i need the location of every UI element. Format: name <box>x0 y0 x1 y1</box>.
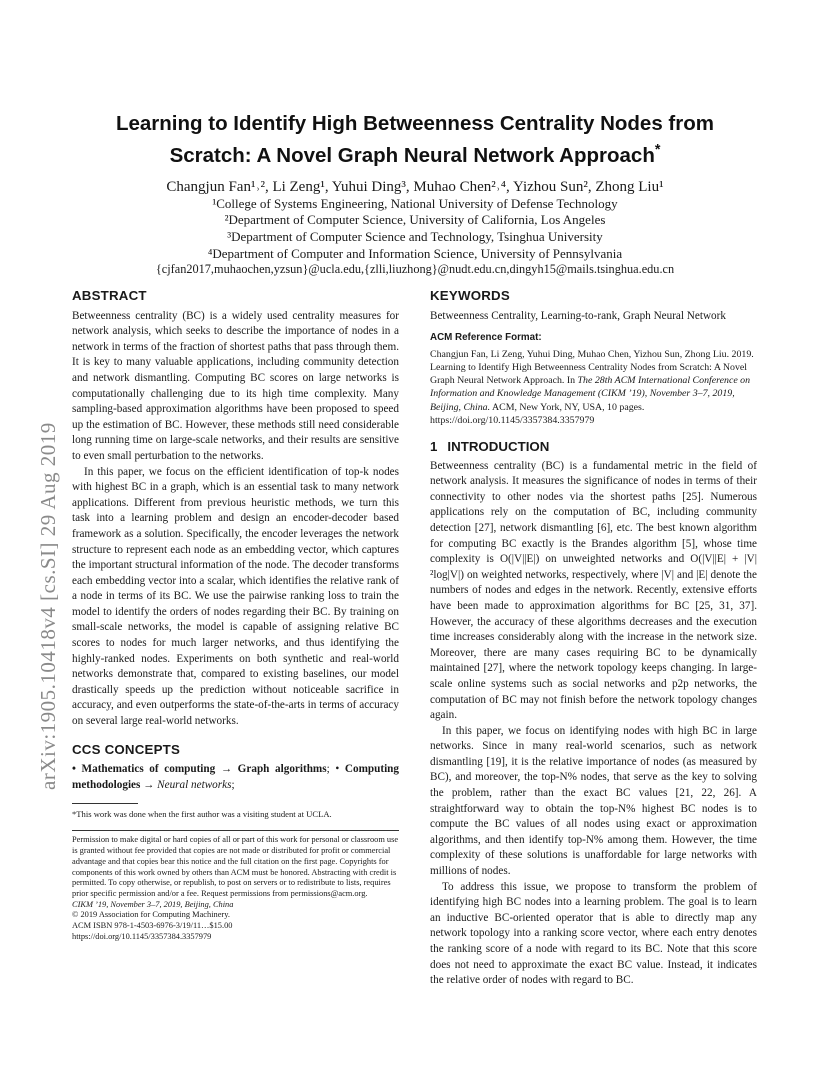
arxiv-identifier: arXiv:1905.10418v4 [cs.SI] 29 Aug 2019 <box>36 422 60 790</box>
title-line-2: Scratch: A Novel Graph Neural Network Approach <box>169 143 655 167</box>
title-line-1: Learning to Identify High Betweenness Centrality Nodes from <box>115 112 714 135</box>
ccs-end: ; <box>231 778 235 791</box>
reference-format-heading: ACM Reference Format: <box>430 332 542 344</box>
right-column <box>430 288 757 989</box>
keywords-heading: KEYWORDS <box>430 288 510 303</box>
author-emails: {cjfan2017,muhaochen,yzsun}@ucla.edu,{zlli,liuzhong}@nudt.edu.cn,dingyh15@mails.tsinghua.edu.cn <box>155 262 675 276</box>
isbn-line: ACM ISBN 978-1-4503-6976-3/19/11…$15.00 <box>72 921 233 931</box>
permission-notice: Permission to make digital or hard copies of all or part of this work for personal or classroom use is granted without fee provided that copies are not made or distributed for profit or commercial advantage and that copies bear this notice and the full citation on the first page. Copyrights for components of this work owned by others than ACM must be honored. Abstracting with credit is permitted. To copy otherwise, or republish, to post on servers or to redistribute to lists, requires prior specific permission and/or a fee. Request permissions from permissions@acm.org. <box>72 835 399 898</box>
affiliation-1: ¹College of Systems Engineering, National University of Defense Technology <box>212 196 618 211</box>
ccs-separator: ; • <box>326 763 345 776</box>
left-column <box>72 288 399 942</box>
affiliation-3: ³Department of Computer Science and Technology, Tsinghua University <box>227 229 603 244</box>
paper-title <box>70 110 760 169</box>
ccs-item-1: • Mathematics of computing → Graph algorithms <box>72 763 327 776</box>
conference-line: CIKM ’19, November 3–7, 2019, Beijing, China <box>72 899 234 909</box>
reference-format-pre: Changjun Fan, Li Zeng, Yuhui Ding, Muhao Chen, Yizhou Sun, Zhong Liu. 2019. Learning to Identify High Betweenness Centrality Nodes from Scratch: A Novel Graph Neural Network Approach. In <box>430 348 754 387</box>
reference-format-text <box>430 348 757 427</box>
affiliation-2: ²Department of Computer Science, University of California, Los Angeles <box>224 212 606 227</box>
reference-format-post: ACM, New York, NY, USA, 10 pages. https://doi.org/10.1145/3357384.3357979 <box>430 401 645 426</box>
abstract-paragraph-2: In this paper, we focus on the efficient identification of top-k nodes with highest BC in a graph, which is an essential task to many network applications. Different from previous heuristic methods, we turn this task into a learning problem and design an encoder-decoder based framework as a solution. Specifically, the encoder leverages the network structure to represent each node as an embedding vector, which captures the important structural information of the node. The decoder transforms each embedding vector into a scalar, which identifies the relative rank of a node in terms of its BC. We use the pairwise ranking loss to train the model to identify the orders of nodes regarding their BC. By training on small-scale networks, the model is capable of assigning relative BC scores to nodes for much larger networks, and thus identifying the highly-ranked nodes. Experiments on both synthetic and real-world networks demonstrate that, compared to existing baselines, our model drastically speeds up the prediction without noticeable sacrifice in accuracy, and even outperforms the state-of-the-arts in terms of accuracy on several large real-world networks. <box>72 465 399 728</box>
footnote: *This work was done when the first author was a visiting student at UCLA. <box>72 809 332 820</box>
keywords-text: Betweenness Centrality, Learning-to-rank, Graph Neural Network <box>430 309 726 322</box>
permission-rule <box>72 830 399 831</box>
intro-paragraph-1: Betweenness centrality (BC) is a fundamental metric in the field of network analysis. It measures the significance of nodes in terms of their connectivity to other nodes via the shortest paths [25]. Numerous applications rely on the computation of BC, including community detection [27], network dismantling [6], etc. The best known algorithm for computing BC exactly is the Brandes algorithm [5], whose time complexity is O(|V||E|) on unweighted networks and O(|V||E| + |V|²log|V|) on weighted networks, respectively, where |V| and |E| denote the numbers of nodes and edges in the network. Recently, extensive efforts have been made to approximation algorithms for BC [25, 31, 37]. However, the accuracy of these algorithms decreases and the execution time increases considerably along with the increase in the network size. Moreover, there are many cases requiring BC to be dynamically maintained [27], where the network topology keeps changing. In large-scale online systems such as social networks and p2p networks, the computation of BC may not finish before the network topology changes again. <box>430 459 757 722</box>
section-title: INTRODUCTION <box>447 439 550 454</box>
affiliation-4: ⁴Department of Computer and Information Science, University of Pennsylvania <box>207 246 623 261</box>
title-footnote-mark: * <box>654 142 661 158</box>
ccs-heading: CCS CONCEPTS <box>72 741 181 757</box>
abstract-heading: ABSTRACT <box>72 288 147 303</box>
section-number: 1 <box>430 439 438 454</box>
abstract-paragraph-1: Betweenness centrality (BC) is a widely used centrality measures for network analysis, which seeks to describe the importance of nodes in a network in terms of the fraction of shortest paths that pass through them. It is key to many valuable applications, including community detection and network dismantling. Computing BC scores on large networks is computationally challenging due to its high time complexity. Many sampling-based approximation algorithms have been proposed to speed up the estimation of BC. However, these methods still need considerable long running time on large-scale networks, and their results are sensitive to even small perturbation to the networks. <box>72 309 399 462</box>
ccs-item-2: Computing methodologies <box>72 763 399 791</box>
introduction-heading <box>430 439 757 455</box>
ccs-concepts <box>72 762 399 793</box>
ccs-item-2-sub: Neural networks <box>157 778 232 791</box>
reference-format-venue: The 28th ACM International Conference on Information and Knowledge Management (CIKM ’19), November 3–7, 2019, Beijing, China. <box>430 375 751 413</box>
intro-paragraph-3: To address this issue, we propose to transform the problem of identifying high BC nodes into a learning problem. The goal is to learn an inductive BC-oriented operator that is able to directly map any network topology into a ranking score vector, where each entry denotes the ranking score of a node with regard to its BC. Note that this score does not need to approximate the exact BC value. Instead, it indicates the relative order of nodes with regard to BC. <box>430 880 757 987</box>
doi-link[interactable]: https://doi.org/10.1145/3357384.3357979 <box>72 931 212 941</box>
footnote-rule <box>72 803 138 804</box>
copyright-line: © 2019 Association for Computing Machinery. <box>72 910 230 920</box>
ccs-arrow: → <box>140 778 158 791</box>
author-list: Changjun Fan¹˒², Li Zeng¹, Yuhui Ding³, Muhao Chen²˒⁴, Yizhou Sun², Zhong Liu¹ <box>166 179 664 195</box>
intro-paragraph-2: In this paper, we focus on identifying nodes with high BC in large networks. Since in many real-world scenarios, such as network dismantling [19], it is the relative importance of nodes (as measured by BC), and moreover, the top-N% nodes, that serve as the key to solving the problem, rather than the exact BC values [21, 22, 26]. A straightforward way to obtain the top-N% highest BC nodes is to compute the BC values of all nodes using exact or approximation algorithms, and then identify top-N% among them. However, the time complexity of these solutions is unaffordable for large networks with millions of nodes. <box>430 724 757 878</box>
